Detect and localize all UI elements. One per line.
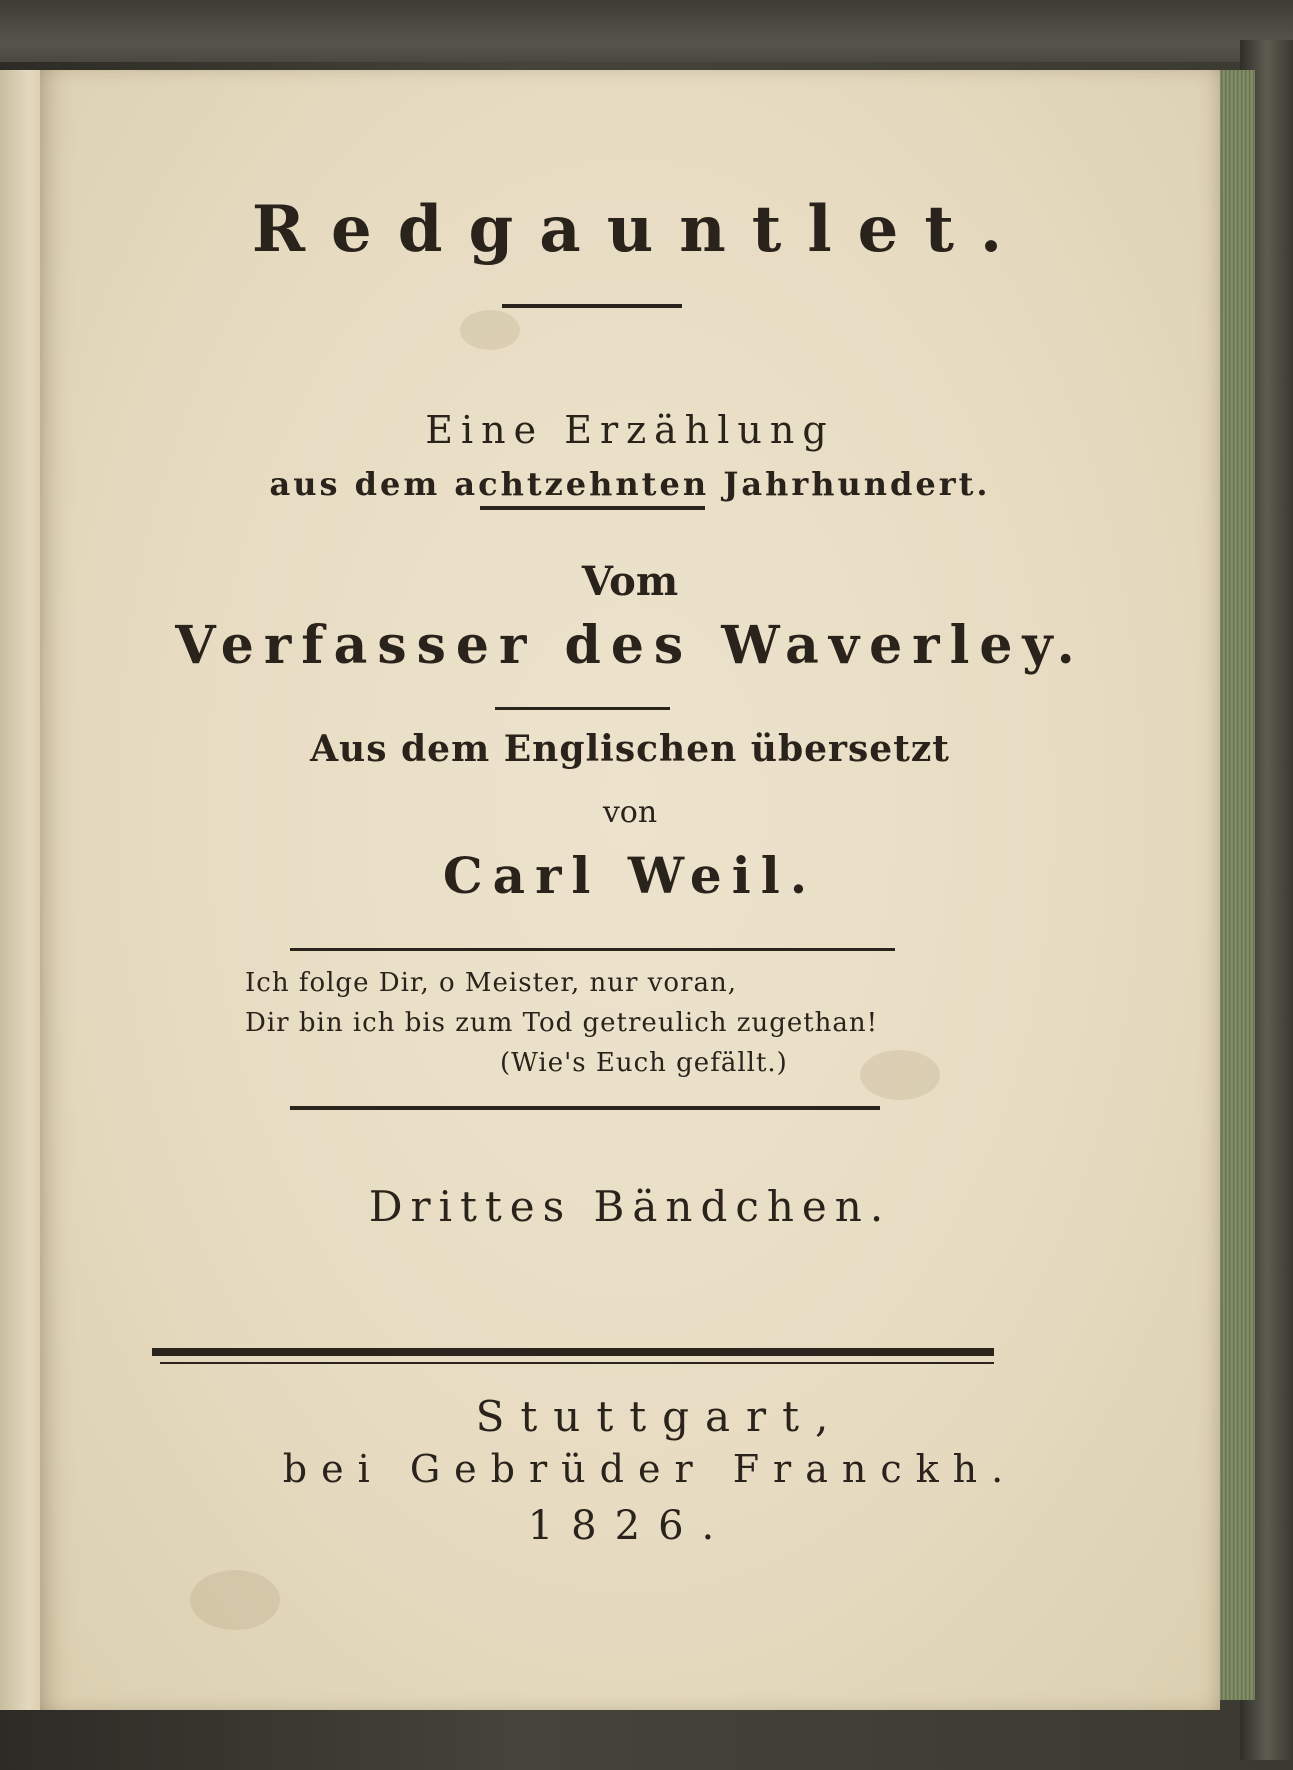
motto-line-2: Dir bin ich bis zum Tod getreulich zugethan! — [245, 1008, 879, 1038]
cover-top-edge — [0, 0, 1293, 62]
translator-prefix: von — [602, 795, 658, 830]
title-page — [40, 70, 1220, 1710]
book-title: Redgauntlet. — [251, 192, 1029, 267]
imprint-thin-rule — [160, 1362, 994, 1364]
imprint-publisher: bei Gebrüder Franckh. — [282, 1447, 1018, 1491]
motto-source: (Wie's Euch gefällt.) — [500, 1048, 788, 1078]
imprint-city: Stuttgart, — [475, 1392, 845, 1441]
translator-name: Carl Weil. — [442, 846, 818, 905]
subtitle-line-1: Eine Erzählung — [425, 408, 835, 452]
title-rule — [502, 304, 682, 308]
author-prefix: Vom — [581, 558, 679, 605]
motto-bottom-rule — [290, 1106, 880, 1110]
motto-line-1: Ich folge Dir, o Meister, nur voran, — [245, 968, 737, 998]
imprint-year: 1826. — [527, 1503, 733, 1549]
foxing-spot — [460, 310, 520, 350]
author-rule — [495, 707, 670, 710]
author-line: Verfasser des Waverley. — [175, 615, 1085, 676]
foxing-spot — [190, 1570, 280, 1630]
subtitle-line-2: aus dem achtzehnten Jahrhundert. — [269, 465, 991, 503]
translation-note: Aus dem Englischen übersetzt — [310, 728, 950, 770]
motto-top-rule — [290, 948, 895, 951]
imprint-thick-rule — [152, 1348, 994, 1356]
subtitle-rule — [480, 506, 705, 510]
volume-label: Drittes Bändchen. — [368, 1182, 892, 1231]
